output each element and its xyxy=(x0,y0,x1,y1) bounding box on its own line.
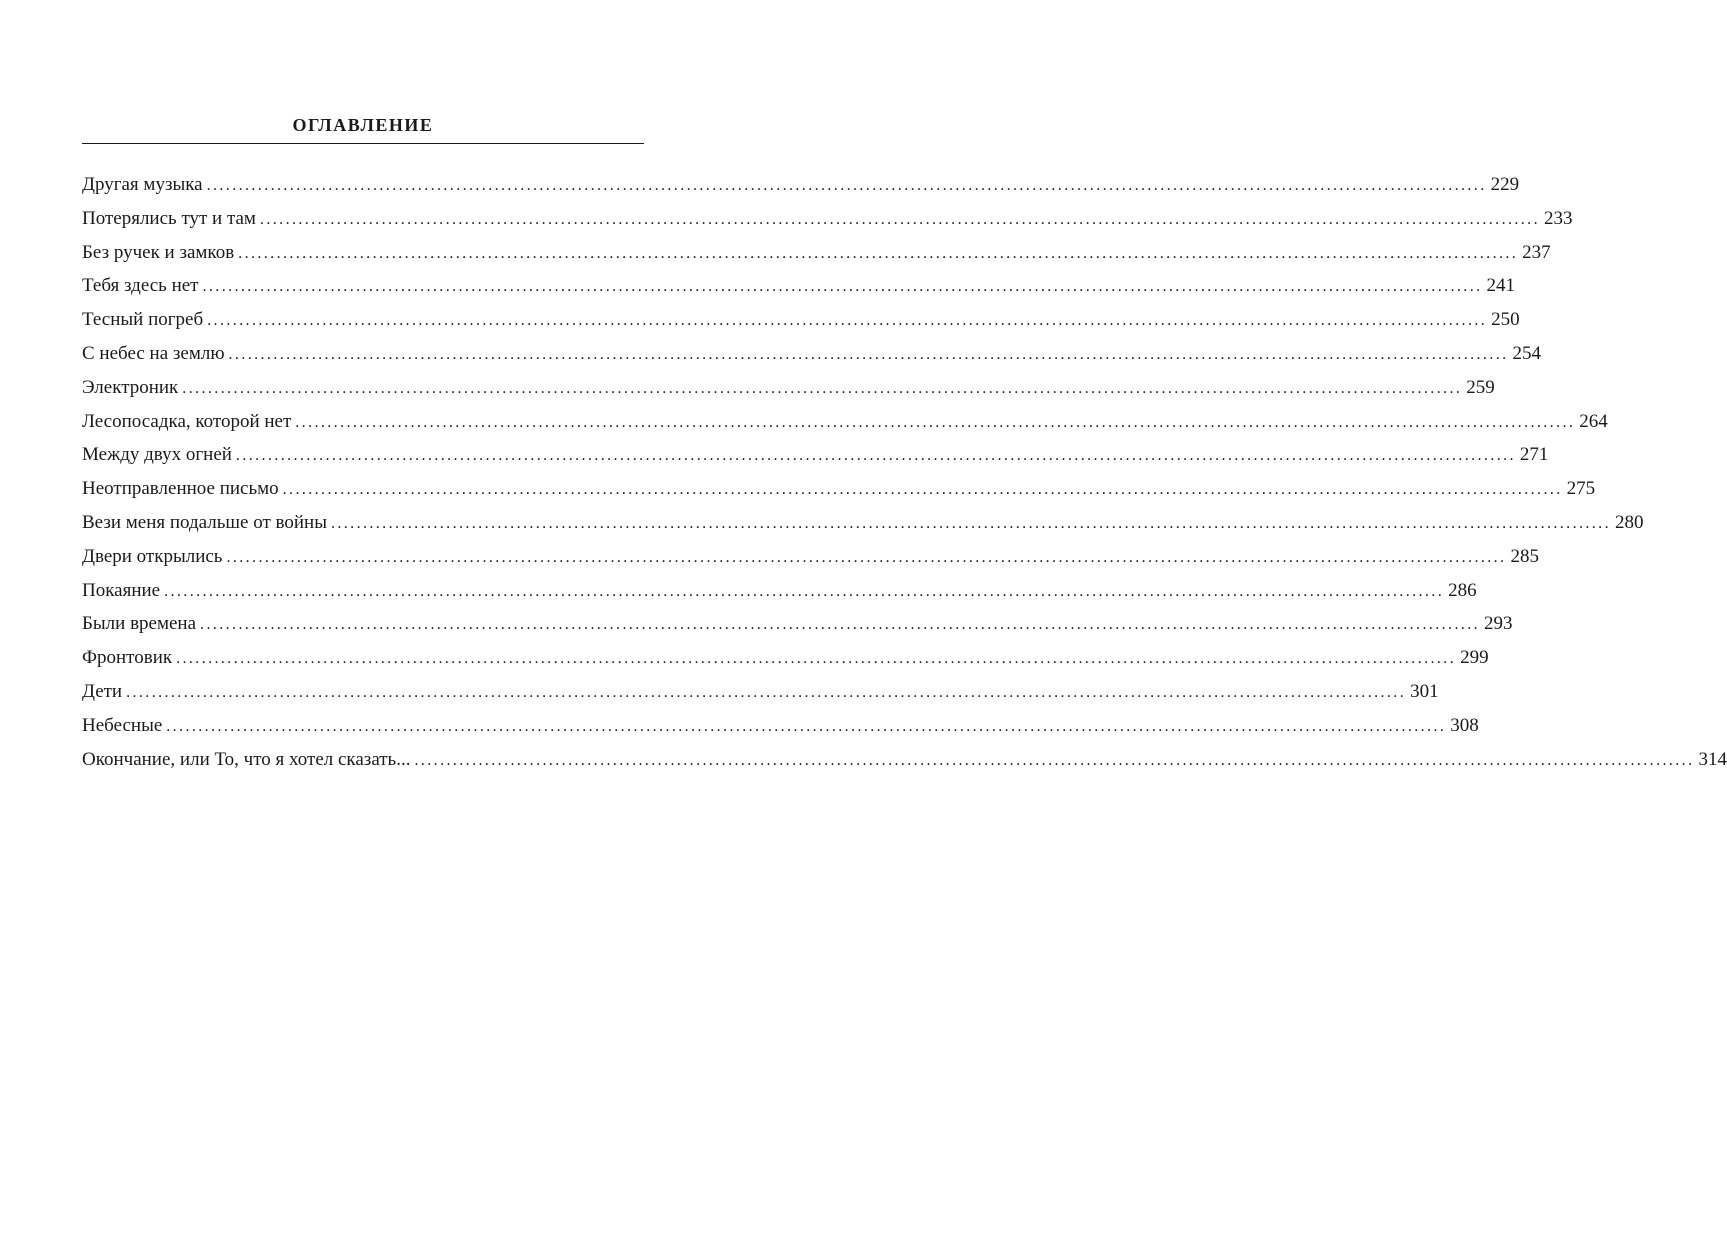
toc-entry xyxy=(82,743,1727,777)
toc-entry-page: 314 xyxy=(1698,748,1727,770)
toc-entry-title: Другая музыка xyxy=(82,174,203,195)
dot-leader: ........................................................................................................................................................................................................ xyxy=(226,548,1507,566)
toc-entry-page: 259 xyxy=(1466,376,1495,398)
toc-entry xyxy=(82,472,1596,506)
toc-entry xyxy=(82,506,1644,540)
dot-leader: ........................................................................................................................................................................................................ xyxy=(176,650,1457,668)
toc-entry-page: 275 xyxy=(1566,478,1596,500)
toc-entry xyxy=(82,236,1551,270)
dot-leader: ........................................................................................................................................................................................................ xyxy=(206,177,1487,194)
toc-entry-title: Без ручек и замков xyxy=(82,241,235,263)
dot-leader: ........................................................................................................................................................................................................ xyxy=(228,345,1509,363)
toc-entry-title: Тебя здесь нет xyxy=(82,275,199,297)
toc-entry-title: Неотправленное письмо xyxy=(82,478,279,500)
toc-entry xyxy=(82,371,1495,405)
toc-entry-title: Дети xyxy=(82,680,123,702)
dot-leader: ........................................................................................................................................................................................................ xyxy=(200,616,1481,634)
toc-entry-page: 254 xyxy=(1512,342,1542,364)
toc-entry xyxy=(82,337,1542,371)
toc-entry-title: Лесопосадка, которой нет xyxy=(82,410,292,432)
toc-entry-title: Покаяние xyxy=(82,579,161,601)
toc-entry-page: 250 xyxy=(1491,309,1520,331)
toc-entry xyxy=(82,675,1439,709)
toc-entry-page: 229 xyxy=(1490,174,1520,195)
dot-leader: ........................................................................................................................................................................................................ xyxy=(238,244,1519,262)
toc-entry xyxy=(82,303,1520,337)
heading-rule xyxy=(82,143,644,144)
toc-entry xyxy=(82,574,1477,608)
dot-leader: ........................................................................................................................................................................................................ xyxy=(166,717,1447,735)
toc-entry-page: 233 xyxy=(1543,207,1573,229)
toc-entry-page: 301 xyxy=(1410,680,1439,702)
dot-leader: ........................................................................................................................................................................................................ xyxy=(330,514,1611,532)
toc-entry-title: Потерялись тут и там xyxy=(82,207,256,229)
toc-entry-title: Небесные xyxy=(82,714,163,736)
toc-entry xyxy=(82,202,1573,236)
toc-entry xyxy=(82,641,1489,675)
toc-entry-page: 237 xyxy=(1522,241,1551,263)
toc-entry-page: 286 xyxy=(1448,579,1477,601)
toc-entry-page: 308 xyxy=(1450,714,1479,736)
dot-leader: ........................................................................................................................................................................................................ xyxy=(182,379,1463,397)
toc-entry xyxy=(82,709,1479,743)
toc-heading: ОГЛАВЛЕНИЕ xyxy=(292,115,434,135)
dot-leader: ........................................................................................................................................................................................................ xyxy=(414,751,1695,769)
toc-entry-title: Окончание, или То, что я хотел сказать... xyxy=(82,748,411,770)
toc-list xyxy=(82,168,1727,776)
toc-entry-page: 271 xyxy=(1519,444,1549,466)
toc-entry-title: Были времена xyxy=(82,613,197,635)
dot-leader: ........................................................................................................................................................................................................ xyxy=(259,210,1540,228)
toc-entry xyxy=(82,607,1513,641)
toc-entry-page: 285 xyxy=(1510,545,1539,567)
dot-leader: ........................................................................................................................................................................................................ xyxy=(295,413,1576,431)
toc-entry xyxy=(82,540,1539,574)
toc-entry xyxy=(82,269,1515,303)
dot-leader: ........................................................................................................................................................................................................ xyxy=(126,683,1407,701)
dot-leader: ........................................................................................................................................................................................................ xyxy=(282,481,1563,499)
toc-entry xyxy=(82,438,1549,472)
toc-entry xyxy=(82,168,1520,202)
toc-entry-title: Двери открылись xyxy=(82,545,223,567)
toc-entry xyxy=(82,405,1608,439)
dot-leader: ........................................................................................................................................................................................................ xyxy=(207,312,1488,330)
toc-entry-page: 293 xyxy=(1484,613,1513,635)
dot-leader: ........................................................................................................................................................................................................ xyxy=(164,582,1445,600)
toc-entry-page: 264 xyxy=(1579,410,1608,432)
toc-entry-title: Фронтовик xyxy=(82,647,173,669)
toc-entry-title: Тесный погреб xyxy=(82,309,204,331)
toc-entry-title: Между двух огней xyxy=(82,444,232,466)
toc-entry-title: С небес на землю xyxy=(82,342,225,364)
toc-entry-title: Электроник xyxy=(82,376,179,398)
toc-entry-title: Вези меня подальше от войны xyxy=(82,511,327,533)
toc-entry-page: 241 xyxy=(1486,275,1515,297)
dot-leader: ........................................................................................................................................................................................................ xyxy=(235,447,1516,465)
toc-entry-page: 299 xyxy=(1460,647,1489,669)
table-of-contents xyxy=(82,110,1727,776)
dot-leader: ........................................................................................................................................................................................................ xyxy=(202,278,1483,296)
toc-entry-page: 280 xyxy=(1614,511,1644,533)
